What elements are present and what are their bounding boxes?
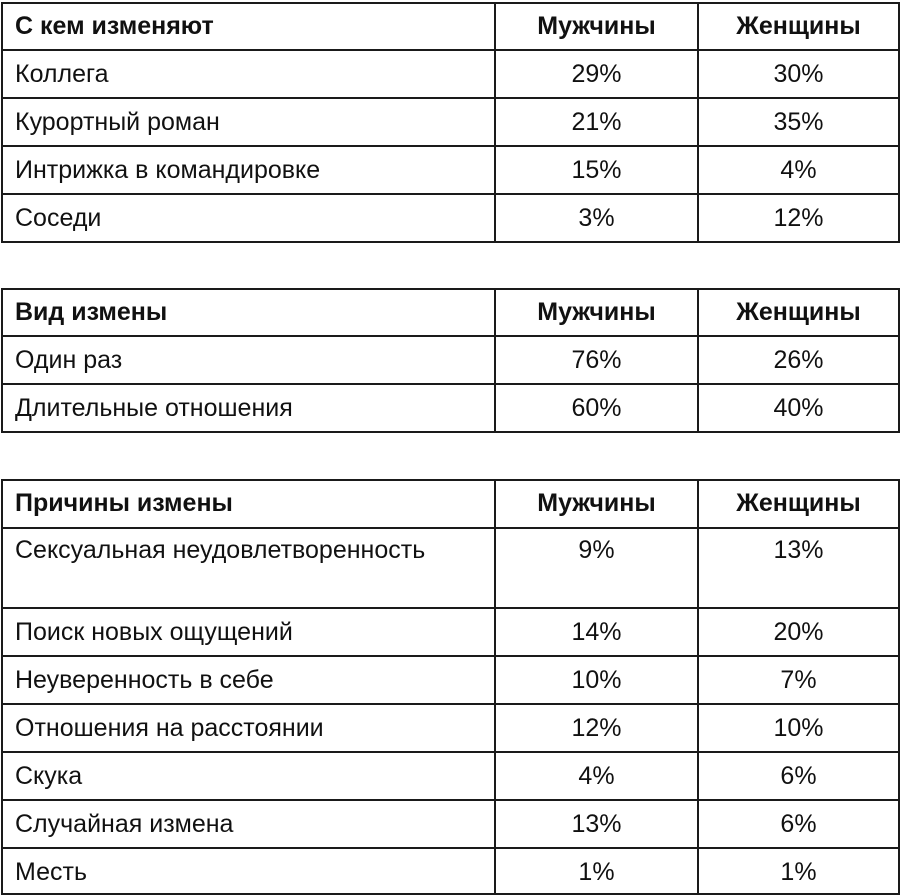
column-header-women: Женщины [698, 3, 899, 50]
men-value: 14% [495, 608, 698, 656]
row-label: Курортный роман [2, 98, 495, 146]
who-cheats-with-table [1, 2, 900, 243]
women-value: 13% [698, 528, 899, 608]
row-label: Поиск новых ощущений [2, 608, 495, 656]
women-value: 4% [698, 146, 899, 194]
women-value: 10% [698, 704, 899, 752]
column-header-category: Вид измены [2, 289, 495, 336]
women-value: 1% [698, 848, 899, 894]
table-row [2, 146, 899, 194]
women-value: 26% [698, 336, 899, 384]
men-value: 60% [495, 384, 698, 432]
men-value: 1% [495, 848, 698, 894]
table-row [2, 384, 899, 432]
row-label: Один раз [2, 336, 495, 384]
women-value: 30% [698, 50, 899, 98]
table-row [2, 656, 899, 704]
column-header-men: Мужчины [495, 480, 698, 528]
column-header-women: Женщины [698, 480, 899, 528]
table-row [2, 528, 899, 608]
row-label: Соседи [2, 194, 495, 242]
table-row [2, 98, 899, 146]
men-value: 9% [495, 528, 698, 608]
column-header-women: Женщины [698, 289, 899, 336]
men-value: 29% [495, 50, 698, 98]
men-value: 4% [495, 752, 698, 800]
row-label: Сексуальная неудовлетворенность [2, 528, 495, 608]
row-label: Отношения на расстоянии [2, 704, 495, 752]
row-label: Длительные отношения [2, 384, 495, 432]
table-row [2, 800, 899, 848]
column-header-category: Причины измены [2, 480, 495, 528]
row-label: Коллега [2, 50, 495, 98]
table-header-row [2, 3, 899, 50]
men-value: 15% [495, 146, 698, 194]
table-row [2, 608, 899, 656]
cheating-type-table [1, 288, 900, 433]
men-value: 21% [495, 98, 698, 146]
row-label: Скука [2, 752, 495, 800]
table-row [2, 194, 899, 242]
table-header-row [2, 289, 899, 336]
column-header-men: Мужчины [495, 289, 698, 336]
women-value: 6% [698, 800, 899, 848]
men-value: 13% [495, 800, 698, 848]
men-value: 3% [495, 194, 698, 242]
women-value: 40% [698, 384, 899, 432]
table-row [2, 704, 899, 752]
women-value: 6% [698, 752, 899, 800]
women-value: 35% [698, 98, 899, 146]
row-label: Интрижка в командировке [2, 146, 495, 194]
column-header-men: Мужчины [495, 3, 698, 50]
cheating-reasons-table [1, 479, 900, 895]
men-value: 12% [495, 704, 698, 752]
column-header-category: С кем изменяют [2, 3, 495, 50]
women-value: 20% [698, 608, 899, 656]
row-label: Неуверенность в себе [2, 656, 495, 704]
table-row [2, 752, 899, 800]
men-value: 10% [495, 656, 698, 704]
table-row [2, 848, 899, 894]
women-value: 12% [698, 194, 899, 242]
table-row [2, 50, 899, 98]
table-header-row [2, 480, 899, 528]
row-label: Случайная измена [2, 800, 495, 848]
women-value: 7% [698, 656, 899, 704]
men-value: 76% [495, 336, 698, 384]
row-label: Месть [2, 848, 495, 894]
table-row [2, 336, 899, 384]
